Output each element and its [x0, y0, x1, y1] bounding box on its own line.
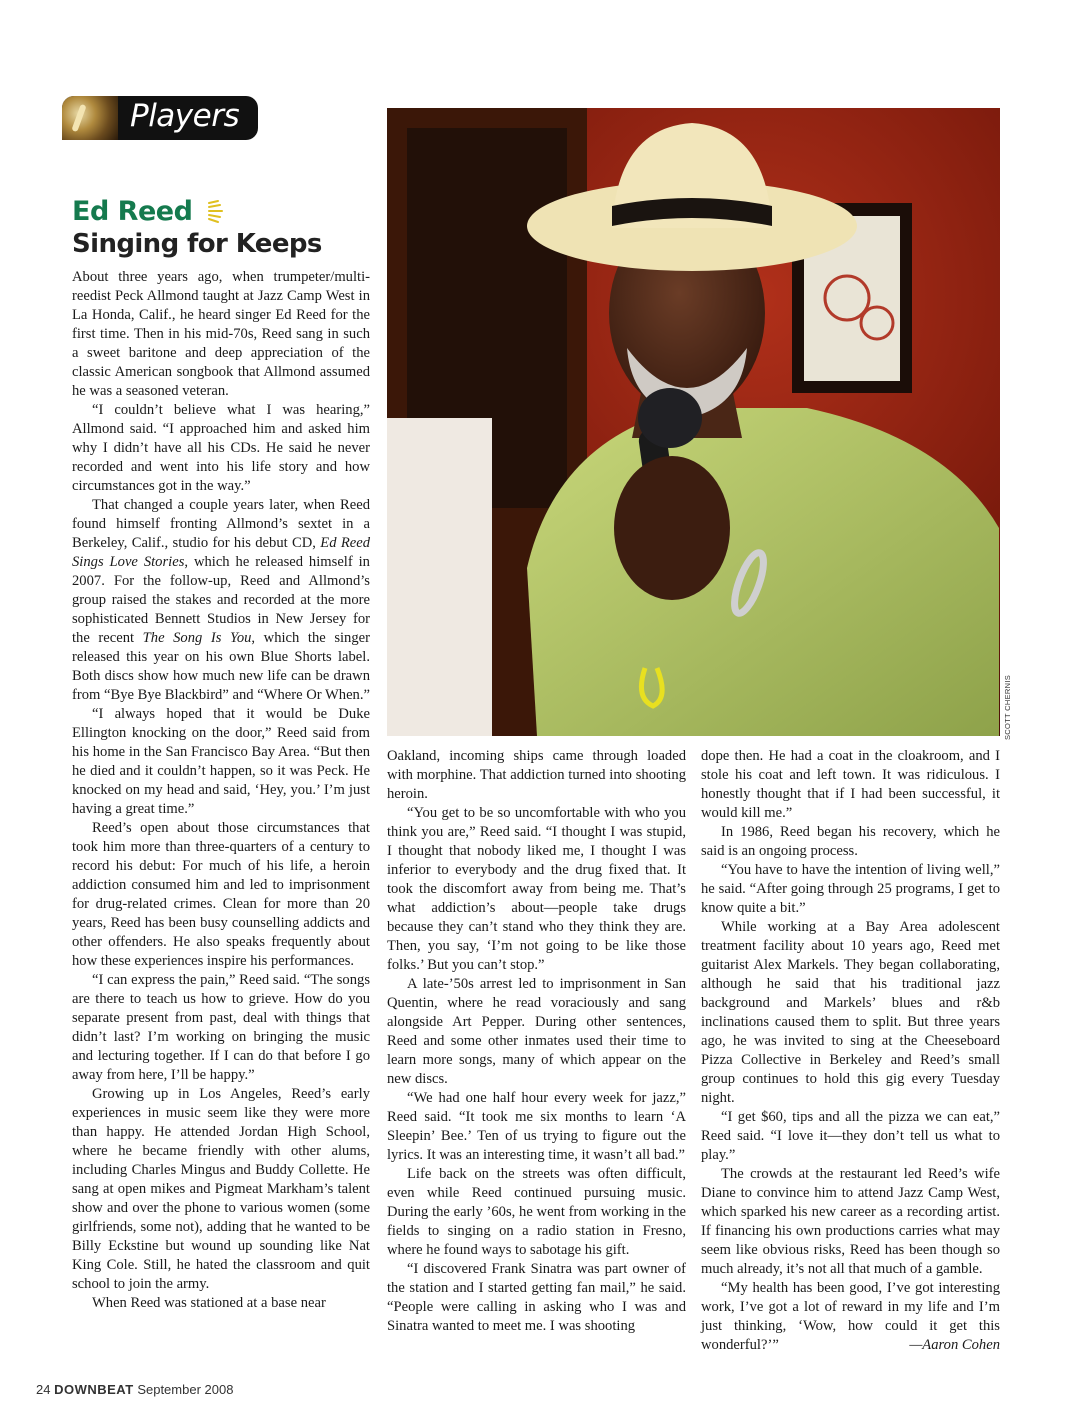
- article-paragraph: “You get to be so uncomfortable with who you think you are,” Reed said. “I thought I was stupid, I thought that nobody liked me, I thought I was inferior to everybody and the drug fixed that. It took the discomfort away from being me. That’s what addiction’s about—people take drugs because they can’t stand who they think they are. Then, you say, ‘I’m not going to be like those folks.’ But you can’t stop.”: [387, 805, 686, 973]
- article-deck: Singing for Keeps: [72, 229, 322, 259]
- article-paragraph: “My health has been good, I’ve got interesting work, I’ve got a lot of reward in my life and I’m just thinking, ‘Wow, how could it get this wonderful?’” —Aaron Cohen: [701, 1280, 1000, 1353]
- photo-credit: SCOTT CHERNIS: [1003, 674, 1012, 740]
- sound-wave-icon: [206, 199, 226, 225]
- article-paragraph: “I can express the pain,” Reed said. “The songs are there to teach us how to grieve. How do you separate present from past, deal with things that didn’t last? I’m working on bringing the music and lecturing together. If I can do that before I go away from here, I’ll be happy.”: [72, 972, 370, 1083]
- article-paragraph: While working at a Bay Area adolescent treatment facility about 10 years ago, Reed met guitarist Alex Markels. They began collaborating, although he said that his traditional jazz background and Markels’ blues and r&b inclinations caused them to split. But three years ago, he was invited to sing at the Cheeseboard Pizza Collective in Berkeley and Reed’s small group continues to hold this gig every Tuesday night.: [701, 919, 1000, 1106]
- singer-photo-illustration: [387, 108, 1000, 736]
- article-paragraph: That changed a couple years later, when Reed found himself fronting Allmond’s sextet in a Berkeley, Calif., studio for his debut CD, Ed Reed Sings Love Stories, which he released himself in 2007. For the follow-up, Reed and Allmond’s group raised the stakes and recorded at the more sophisticated Bennett Studios in New Jersey for the recent The Song Is You, which the singer released this year on his own Blue Shorts label. Both discs show how much new life can be drawn from “Bye Bye Blackbird” and “Where Or When.”: [72, 497, 370, 703]
- article-paragraph: A late-’50s arrest led to imprisonment in San Quentin, where he read voraciously and sang alongside Art Pepper. During other sentences, Reed and some other inmates used their time to learn more songs, many of which appear on the new discs.: [387, 976, 686, 1087]
- article-paragraph: Life back on the streets was often difficult, even while Reed continued pursuing music. During the early ’60s, he went from working in the fields to singing on a radio station in Fresno, where he found ways to sabotage his gift.: [387, 1166, 686, 1258]
- article-paragraph: “You have to have the intention of living well,” he said. “After going through 25 programs, I get to know quite a bit.”: [701, 862, 1000, 916]
- article-paragraph: Growing up in Los Angeles, Reed’s early experiences in music seem like they were more than happy. He attended Jordan High School, where he became friendly with other alums, including Charles Mingus and Buddy Collette. He sang at open mikes and Pigmeat Markham’s talent show and over the phone to various women (some girlfriends, some not), adding that he wanted to be Billy Eckstine but wound up sounding like Nat King Cole. Still, he hated the classroom and quit school to join the army.: [72, 1086, 370, 1292]
- article-paragraph: “I get $60, tips and all the pizza we can eat,” Reed said. “I love it—they don’t tell us what to play.”: [701, 1109, 1000, 1163]
- saxophone-icon: [62, 96, 118, 140]
- article-paragraph: When Reed was stationed at a base near: [92, 1295, 326, 1311]
- article-column-2: [387, 747, 686, 1336]
- article-paragraph: In 1986, Reed began his recovery, which he said is an ongoing process.: [701, 824, 1000, 859]
- page-number: 24: [36, 1382, 51, 1397]
- article-paragraph: About three years ago, when trumpeter/multi-reedist Peck Allmond taught at Jazz Camp West in La Honda, Calif., he heard singer Ed Reed for the first time. Then in his mid-70s, Reed sang in such a sweet baritone and deep appreciation of the classic American songbook that Allmond assumed he was a seasoned veteran.: [72, 269, 370, 399]
- article-paragraph: “We had one half hour every week for jazz,” Reed said. “It took me six months to learn ‘A Sleepin’ Bee.’ Ten of us trying to figure out the lyrics. It was an interesting time, it wasn’t all bad.”: [387, 1090, 686, 1163]
- article-title: Ed Reed: [72, 196, 193, 227]
- article-column-3: [701, 747, 1000, 1355]
- section-tab: [62, 96, 258, 140]
- article-column-1: [72, 268, 370, 1313]
- page-footer: [36, 1382, 233, 1397]
- article-paragraph: Reed’s open about those circumstances that took him more than three-quarters of a century to record his debut: For much of his life, a heroin addiction consumed him and led to imprisonment for drug-related crimes. Clean for more than 20 years, Reed has been busy counselling addicts and other offenders. He also speaks frequently about how these experiences inspire his performances.: [72, 820, 370, 969]
- article-paragraph: “I always hoped that it would be Duke Ellington knocking on the door,” Reed said from his home in the San Francisco Bay Area. “But then he died and it couldn’t happen, so it was Peck. He knocked on my head and said, ‘Hey, you.’ I’m just having a great time.”: [72, 706, 370, 817]
- magazine-name: DOWNBEAT: [54, 1382, 134, 1397]
- article-paragraph: “I discovered Frank Sinatra was part owner of the station and I started getting fan mail,” he said. “People were calling in asking who I was and Sinatra wanted to meet me. I was shooting: [387, 1261, 686, 1334]
- article-paragraph: “I couldn’t believe what I was hearing,” Allmond said. “I approached him and asked him why I didn’t have all his CDs. He said he never recorded and went into his life story and how circumstances got in the way.”: [72, 402, 370, 494]
- article-paragraph: The crowds at the restaurant led Reed’s wife Diane to convince him to attend Jazz Camp West, which sparked his new career as a recording artist. If financing his own productions carries what may seem like obvious risks, Reed has been though so much already, it’s not all that much of a gamble.: [701, 1166, 1000, 1277]
- article-paragraph: Oakland, incoming ships came through loaded with morphine. That addiction turned into shooting heroin.: [387, 748, 686, 802]
- byline: —Aaron Cohen: [909, 1337, 1000, 1353]
- section-label: Players: [130, 98, 240, 134]
- issue-date: September 2008: [137, 1382, 234, 1397]
- article-paragraph: dope then. He had a coat in the cloakroom, and I stole his coat and left town. It was ridiculous. I honestly thought that if I had been successful, it would kill me.”: [701, 748, 1000, 821]
- article-photo: [387, 108, 1000, 736]
